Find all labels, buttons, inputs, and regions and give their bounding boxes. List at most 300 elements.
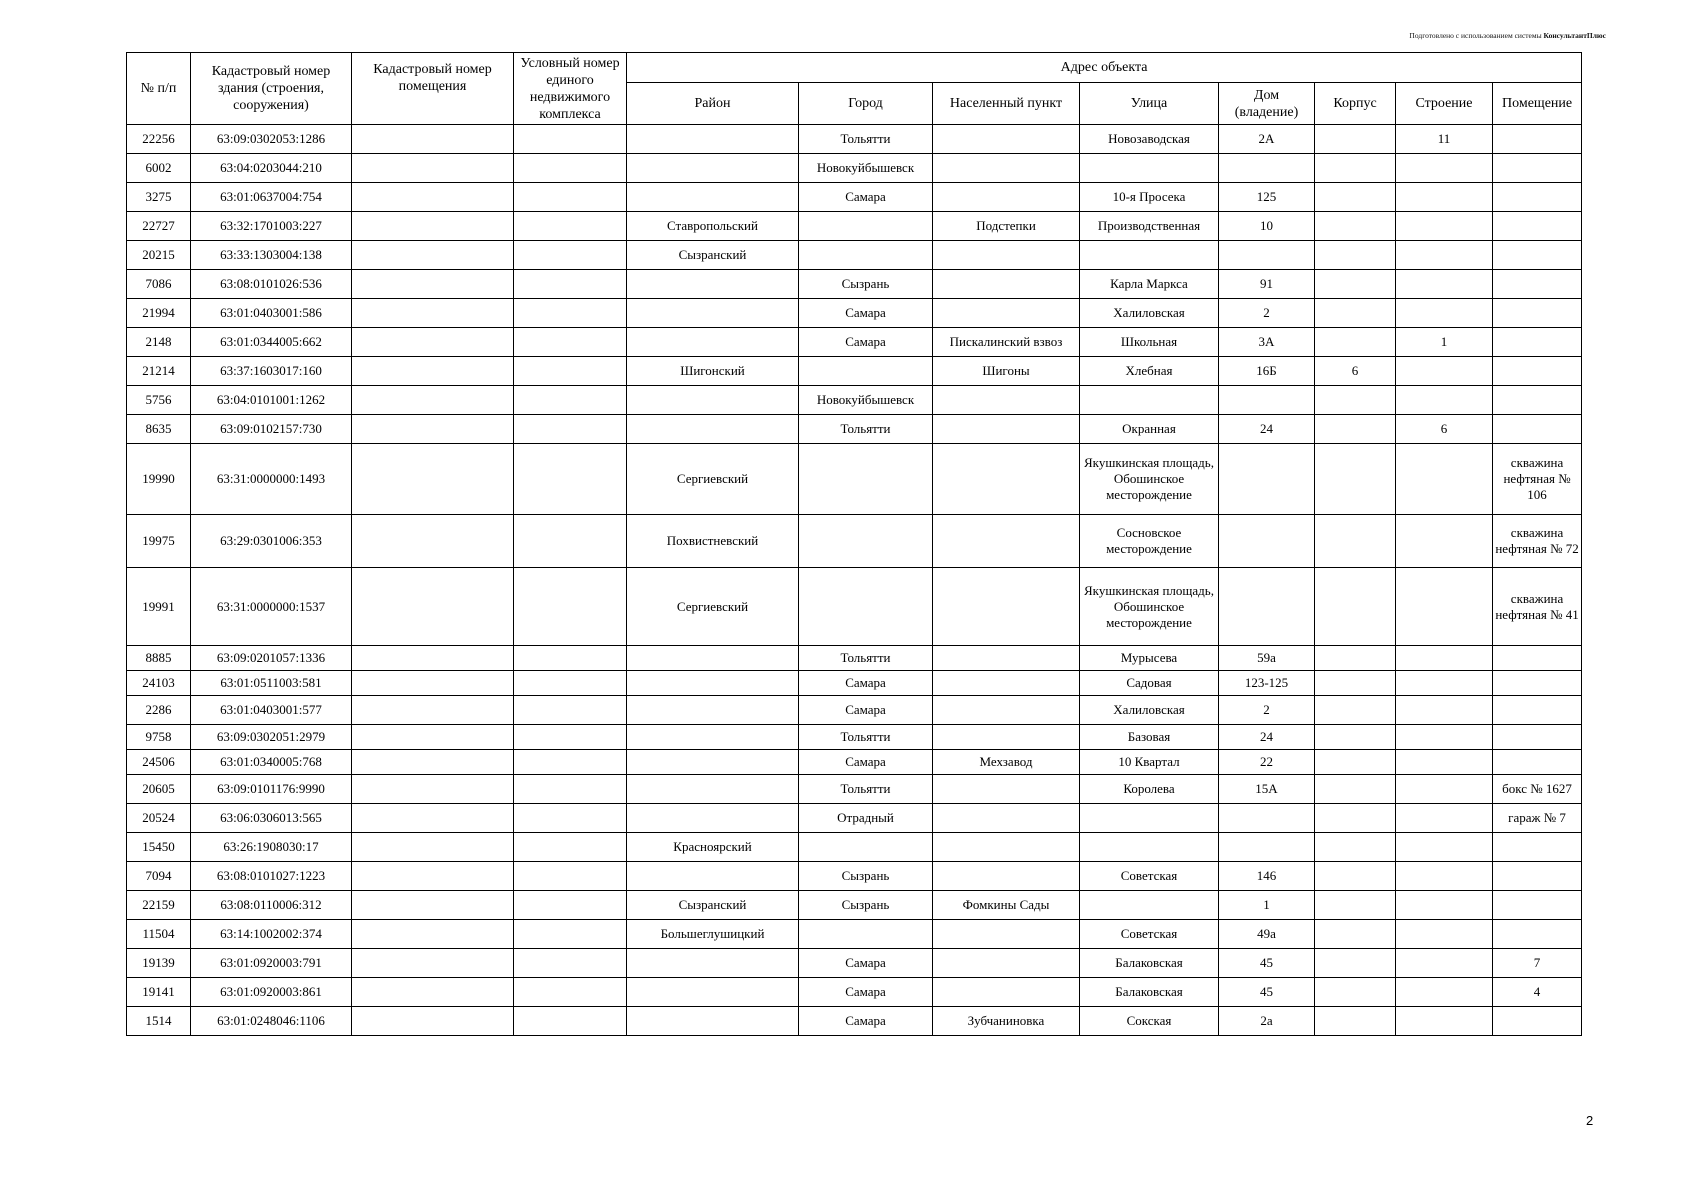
cell-building-cadastral: 63:01:0403001:586: [191, 299, 352, 328]
cell-complex-number: [514, 891, 627, 920]
cell-premise: скважина нефтяная № 106: [1493, 444, 1582, 515]
cell-building: [1396, 804, 1493, 833]
cell-complex-number: [514, 725, 627, 750]
cell-settlement: [933, 415, 1080, 444]
cell-korpus: [1315, 568, 1396, 646]
cell-premise: 4: [1493, 978, 1582, 1007]
cell-district: Шигонский: [627, 357, 799, 386]
table-row: [127, 671, 1582, 696]
cell-district: [627, 804, 799, 833]
table-row: [127, 775, 1582, 804]
cell-building-cadastral: 63:01:0344005:662: [191, 328, 352, 357]
cell-house: 2: [1219, 299, 1315, 328]
cell-building-cadastral: 63:09:0101176:9990: [191, 775, 352, 804]
cell-complex-number: [514, 154, 627, 183]
cell-premise-cadastral: [352, 357, 514, 386]
cell-korpus: [1315, 696, 1396, 725]
cell-building: [1396, 833, 1493, 862]
cell-complex-number: [514, 833, 627, 862]
cell-korpus: 6: [1315, 357, 1396, 386]
consultant-plus-brand: КонсультантПлюс: [1543, 31, 1606, 40]
table-row: [127, 415, 1582, 444]
cell-num: 11504: [127, 920, 191, 949]
prepared-with-note: [1300, 31, 1606, 40]
cell-building: [1396, 212, 1493, 241]
page-number: 2: [1586, 1113, 1594, 1128]
cell-complex-number: [514, 212, 627, 241]
table-row: [127, 804, 1582, 833]
table-body: [127, 125, 1582, 1036]
cell-street: Базовая: [1080, 725, 1219, 750]
cell-building: 6: [1396, 415, 1493, 444]
cell-num: 19990: [127, 444, 191, 515]
cell-korpus: [1315, 415, 1396, 444]
cell-premise-cadastral: [352, 862, 514, 891]
cell-building-cadastral: 63:32:1701003:227: [191, 212, 352, 241]
cell-complex-number: [514, 646, 627, 671]
cell-street: Мурысева: [1080, 646, 1219, 671]
cell-korpus: [1315, 949, 1396, 978]
cell-street: Якушкинская площадь, Обошинское месторождение: [1080, 568, 1219, 646]
table-row: [127, 833, 1582, 862]
cell-house: 10: [1219, 212, 1315, 241]
cell-city: Новокуйбышевск: [799, 154, 933, 183]
cell-korpus: [1315, 241, 1396, 270]
cell-korpus: [1315, 775, 1396, 804]
cell-num: 19139: [127, 949, 191, 978]
cell-city: Самара: [799, 696, 933, 725]
cell-korpus: [1315, 750, 1396, 775]
cell-street: Садовая: [1080, 671, 1219, 696]
cell-settlement: [933, 241, 1080, 270]
cell-settlement: [933, 444, 1080, 515]
cell-korpus: [1315, 891, 1396, 920]
cell-house: [1219, 386, 1315, 415]
cell-settlement: Фомкины Сады: [933, 891, 1080, 920]
cell-premise-cadastral: [352, 696, 514, 725]
cell-building: [1396, 949, 1493, 978]
table-row: [127, 444, 1582, 515]
header-settlement: Населенный пункт: [933, 83, 1080, 125]
table-row: [127, 696, 1582, 725]
cell-settlement: [933, 568, 1080, 646]
cell-premise-cadastral: [352, 328, 514, 357]
cell-building-cadastral: 63:01:0511003:581: [191, 671, 352, 696]
table-row: [127, 183, 1582, 212]
cell-korpus: [1315, 270, 1396, 299]
cell-complex-number: [514, 241, 627, 270]
cell-city: Тольятти: [799, 775, 933, 804]
cell-city: Самара: [799, 1007, 933, 1036]
cell-house: [1219, 833, 1315, 862]
cell-district: Сызранский: [627, 241, 799, 270]
cell-premise: [1493, 646, 1582, 671]
cell-premise: [1493, 241, 1582, 270]
cell-settlement: [933, 696, 1080, 725]
cell-num: 5756: [127, 386, 191, 415]
cell-building: [1396, 696, 1493, 725]
cell-premise: гараж № 7: [1493, 804, 1582, 833]
cell-house: [1219, 444, 1315, 515]
cell-settlement: [933, 299, 1080, 328]
cell-house: 1: [1219, 891, 1315, 920]
cell-korpus: [1315, 212, 1396, 241]
cell-street: Якушкинская площадь, Обошинское месторождение: [1080, 444, 1219, 515]
cell-house: 3А: [1219, 328, 1315, 357]
cell-korpus: [1315, 515, 1396, 568]
cell-city: Самара: [799, 183, 933, 212]
cell-building: [1396, 920, 1493, 949]
cell-building-cadastral: 63:01:0920003:791: [191, 949, 352, 978]
cell-district: Сызранский: [627, 891, 799, 920]
cell-house: [1219, 154, 1315, 183]
cell-num: 6002: [127, 154, 191, 183]
cell-premise-cadastral: [352, 833, 514, 862]
cell-district: [627, 154, 799, 183]
cell-street: Карла Маркса: [1080, 270, 1219, 299]
cell-num: 15450: [127, 833, 191, 862]
cell-num: 8885: [127, 646, 191, 671]
table-row: [127, 125, 1582, 154]
cell-street: Королева: [1080, 775, 1219, 804]
cell-building-cadastral: 63:31:0000000:1537: [191, 568, 352, 646]
cell-korpus: [1315, 804, 1396, 833]
cell-city: [799, 212, 933, 241]
cell-district: Большеглушицкий: [627, 920, 799, 949]
cell-building: [1396, 750, 1493, 775]
cell-street: Советская: [1080, 920, 1219, 949]
cell-district: [627, 386, 799, 415]
cell-num: 21214: [127, 357, 191, 386]
cell-city: Тольятти: [799, 415, 933, 444]
table-row: [127, 328, 1582, 357]
cell-num: 2286: [127, 696, 191, 725]
table-row: [127, 725, 1582, 750]
cell-district: [627, 183, 799, 212]
cell-premise: [1493, 299, 1582, 328]
cell-building: [1396, 444, 1493, 515]
cell-building-cadastral: 63:08:0101026:536: [191, 270, 352, 299]
table-row: [127, 568, 1582, 646]
cell-num: 24506: [127, 750, 191, 775]
cell-complex-number: [514, 862, 627, 891]
cell-building: [1396, 1007, 1493, 1036]
cell-premise-cadastral: [352, 125, 514, 154]
cell-complex-number: [514, 775, 627, 804]
cell-premise: [1493, 750, 1582, 775]
cell-premise: [1493, 415, 1582, 444]
cell-city: Новокуйбышевск: [799, 386, 933, 415]
cell-num: 22727: [127, 212, 191, 241]
cell-complex-number: [514, 804, 627, 833]
cell-city: Тольятти: [799, 725, 933, 750]
cell-settlement: [933, 183, 1080, 212]
cell-building: [1396, 241, 1493, 270]
header-complex-number: Условный номер единого недвижимого комплекса: [514, 53, 627, 125]
cell-street: Окранная: [1080, 415, 1219, 444]
cell-street: [1080, 891, 1219, 920]
cell-premise-cadastral: [352, 415, 514, 444]
cell-city: Сызрань: [799, 891, 933, 920]
cell-city: Тольятти: [799, 125, 933, 154]
cell-street: [1080, 154, 1219, 183]
cell-premise-cadastral: [352, 515, 514, 568]
cell-premise: [1493, 725, 1582, 750]
cell-num: 20524: [127, 804, 191, 833]
cell-premise-cadastral: [352, 978, 514, 1007]
cell-building-cadastral: 63:04:0203044:210: [191, 154, 352, 183]
cell-district: [627, 328, 799, 357]
header-street: Улица: [1080, 83, 1219, 125]
cell-num: 9758: [127, 725, 191, 750]
cell-premise: [1493, 212, 1582, 241]
cell-district: Сергиевский: [627, 444, 799, 515]
cell-building-cadastral: 63:09:0201057:1336: [191, 646, 352, 671]
cell-building: [1396, 891, 1493, 920]
cell-city: [799, 568, 933, 646]
cell-city: Самара: [799, 949, 933, 978]
cell-complex-number: [514, 357, 627, 386]
cell-complex-number: [514, 949, 627, 978]
cell-district: [627, 750, 799, 775]
cell-building: [1396, 299, 1493, 328]
cell-building: [1396, 154, 1493, 183]
cell-house: [1219, 568, 1315, 646]
cell-house: 123-125: [1219, 671, 1315, 696]
cell-building: [1396, 775, 1493, 804]
cell-building-cadastral: 63:09:0102157:730: [191, 415, 352, 444]
cell-district: [627, 775, 799, 804]
cell-num: 19141: [127, 978, 191, 1007]
cell-complex-number: [514, 415, 627, 444]
table-row: [127, 891, 1582, 920]
cell-street: [1080, 386, 1219, 415]
cell-num: 7086: [127, 270, 191, 299]
cell-house: 2а: [1219, 1007, 1315, 1036]
cell-settlement: [933, 270, 1080, 299]
cell-premise-cadastral: [352, 920, 514, 949]
cell-korpus: [1315, 646, 1396, 671]
cell-house: [1219, 515, 1315, 568]
cell-korpus: [1315, 444, 1396, 515]
cell-street: Балаковская: [1080, 949, 1219, 978]
cell-city: Самара: [799, 671, 933, 696]
cell-building-cadastral: 63:29:0301006:353: [191, 515, 352, 568]
cell-premise-cadastral: [352, 804, 514, 833]
table-row: [127, 646, 1582, 671]
cell-complex-number: [514, 750, 627, 775]
cell-num: 20215: [127, 241, 191, 270]
cell-city: Сызрань: [799, 270, 933, 299]
cell-premise: [1493, 270, 1582, 299]
table-row: [127, 386, 1582, 415]
cell-premise-cadastral: [352, 270, 514, 299]
cell-house: 59а: [1219, 646, 1315, 671]
cell-building: [1396, 270, 1493, 299]
table-row: [127, 978, 1582, 1007]
cell-korpus: [1315, 978, 1396, 1007]
cell-settlement: Мехзавод: [933, 750, 1080, 775]
cell-street: Халиловская: [1080, 696, 1219, 725]
cell-building-cadastral: 63:01:0340005:768: [191, 750, 352, 775]
header-num: № п/п: [127, 53, 191, 125]
cell-street: 10-я Просека: [1080, 183, 1219, 212]
cell-street: Халиловская: [1080, 299, 1219, 328]
cell-building: [1396, 386, 1493, 415]
cell-settlement: [933, 154, 1080, 183]
header-korpus: Корпус: [1315, 83, 1396, 125]
cell-street: Производственная: [1080, 212, 1219, 241]
cell-korpus: [1315, 833, 1396, 862]
cell-district: Сергиевский: [627, 568, 799, 646]
cell-house: [1219, 241, 1315, 270]
cell-building-cadastral: 63:14:1002002:374: [191, 920, 352, 949]
cell-complex-number: [514, 568, 627, 646]
cell-premise-cadastral: [352, 183, 514, 212]
cell-premise: [1493, 125, 1582, 154]
cell-settlement: Подстепки: [933, 212, 1080, 241]
cell-premise: [1493, 833, 1582, 862]
cell-complex-number: [514, 920, 627, 949]
cell-city: [799, 357, 933, 386]
cell-premise-cadastral: [352, 568, 514, 646]
cell-num: 21994: [127, 299, 191, 328]
cell-street: Сокская: [1080, 1007, 1219, 1036]
cell-premise-cadastral: [352, 750, 514, 775]
cell-complex-number: [514, 696, 627, 725]
cell-building-cadastral: 63:01:0403001:577: [191, 696, 352, 725]
cell-district: [627, 415, 799, 444]
cell-num: 8635: [127, 415, 191, 444]
cell-building-cadastral: 63:31:0000000:1493: [191, 444, 352, 515]
cell-settlement: [933, 646, 1080, 671]
cell-house: 16Б: [1219, 357, 1315, 386]
cell-house: 2: [1219, 696, 1315, 725]
cell-korpus: [1315, 862, 1396, 891]
cell-complex-number: [514, 125, 627, 154]
cell-city: Самара: [799, 978, 933, 1007]
table-row: [127, 212, 1582, 241]
cell-settlement: [933, 833, 1080, 862]
cell-building-cadastral: 63:01:0920003:861: [191, 978, 352, 1007]
cell-building-cadastral: 63:01:0637004:754: [191, 183, 352, 212]
cell-house: 2А: [1219, 125, 1315, 154]
cell-house: 24: [1219, 415, 1315, 444]
cell-building-cadastral: 63:33:1303004:138: [191, 241, 352, 270]
cell-house: 22: [1219, 750, 1315, 775]
cell-premise: 7: [1493, 949, 1582, 978]
cell-building: [1396, 357, 1493, 386]
table-row: [127, 270, 1582, 299]
cell-house: 91: [1219, 270, 1315, 299]
cell-building-cadastral: 63:01:0248046:1106: [191, 1007, 352, 1036]
cell-building: [1396, 671, 1493, 696]
table-row: [127, 750, 1582, 775]
cell-street: [1080, 804, 1219, 833]
cell-street: Советская: [1080, 862, 1219, 891]
cell-premise: [1493, 154, 1582, 183]
cell-settlement: [933, 949, 1080, 978]
cell-district: Похвистневский: [627, 515, 799, 568]
table-row: [127, 357, 1582, 386]
cell-district: Ставропольский: [627, 212, 799, 241]
cell-premise: [1493, 891, 1582, 920]
cell-street: [1080, 241, 1219, 270]
cell-city: Самара: [799, 328, 933, 357]
cell-korpus: [1315, 125, 1396, 154]
cell-premise: [1493, 357, 1582, 386]
header-city: Город: [799, 83, 933, 125]
table-row: [127, 241, 1582, 270]
table-row: [127, 862, 1582, 891]
cell-district: [627, 696, 799, 725]
cell-building-cadastral: 63:09:0302053:1286: [191, 125, 352, 154]
cell-korpus: [1315, 328, 1396, 357]
cell-premise: [1493, 862, 1582, 891]
cell-premise-cadastral: [352, 646, 514, 671]
cell-street: [1080, 833, 1219, 862]
cell-settlement: [933, 515, 1080, 568]
cell-house: 24: [1219, 725, 1315, 750]
cell-house: 125: [1219, 183, 1315, 212]
cell-premise-cadastral: [352, 949, 514, 978]
cell-premise: [1493, 1007, 1582, 1036]
cell-korpus: [1315, 725, 1396, 750]
header-building: Строение: [1396, 83, 1493, 125]
cell-complex-number: [514, 444, 627, 515]
table-row: [127, 1007, 1582, 1036]
header-premise: Помещение: [1493, 83, 1582, 125]
cell-building-cadastral: 63:08:0110006:312: [191, 891, 352, 920]
cell-city: Тольятти: [799, 646, 933, 671]
cell-premise: скважина нефтяная № 72: [1493, 515, 1582, 568]
cell-premise: [1493, 328, 1582, 357]
cell-premise-cadastral: [352, 671, 514, 696]
cell-district: Красноярский: [627, 833, 799, 862]
cell-district: [627, 1007, 799, 1036]
cell-complex-number: [514, 978, 627, 1007]
cell-premise-cadastral: [352, 154, 514, 183]
cell-building-cadastral: 63:08:0101027:1223: [191, 862, 352, 891]
cell-korpus: [1315, 299, 1396, 328]
cell-house: 15А: [1219, 775, 1315, 804]
cell-house: 146: [1219, 862, 1315, 891]
cell-building-cadastral: 63:37:1603017:160: [191, 357, 352, 386]
cell-street: Сосновское месторождение: [1080, 515, 1219, 568]
cell-house: [1219, 804, 1315, 833]
cell-city: Сызрань: [799, 862, 933, 891]
cell-building: [1396, 725, 1493, 750]
cell-city: [799, 920, 933, 949]
cell-city: [799, 515, 933, 568]
cell-settlement: [933, 671, 1080, 696]
cell-city: Отрадный: [799, 804, 933, 833]
prepared-with-prefix: Подготовлено с использованием системы: [1409, 31, 1542, 40]
cell-premise: [1493, 386, 1582, 415]
cell-premise: [1493, 920, 1582, 949]
cell-settlement: [933, 125, 1080, 154]
cell-building: 11: [1396, 125, 1493, 154]
cell-district: [627, 646, 799, 671]
cell-korpus: [1315, 671, 1396, 696]
cell-num: 22159: [127, 891, 191, 920]
cell-complex-number: [514, 183, 627, 212]
cell-settlement: [933, 920, 1080, 949]
table-header: [127, 53, 1582, 125]
cell-building: [1396, 568, 1493, 646]
table-row: [127, 949, 1582, 978]
cell-district: [627, 978, 799, 1007]
